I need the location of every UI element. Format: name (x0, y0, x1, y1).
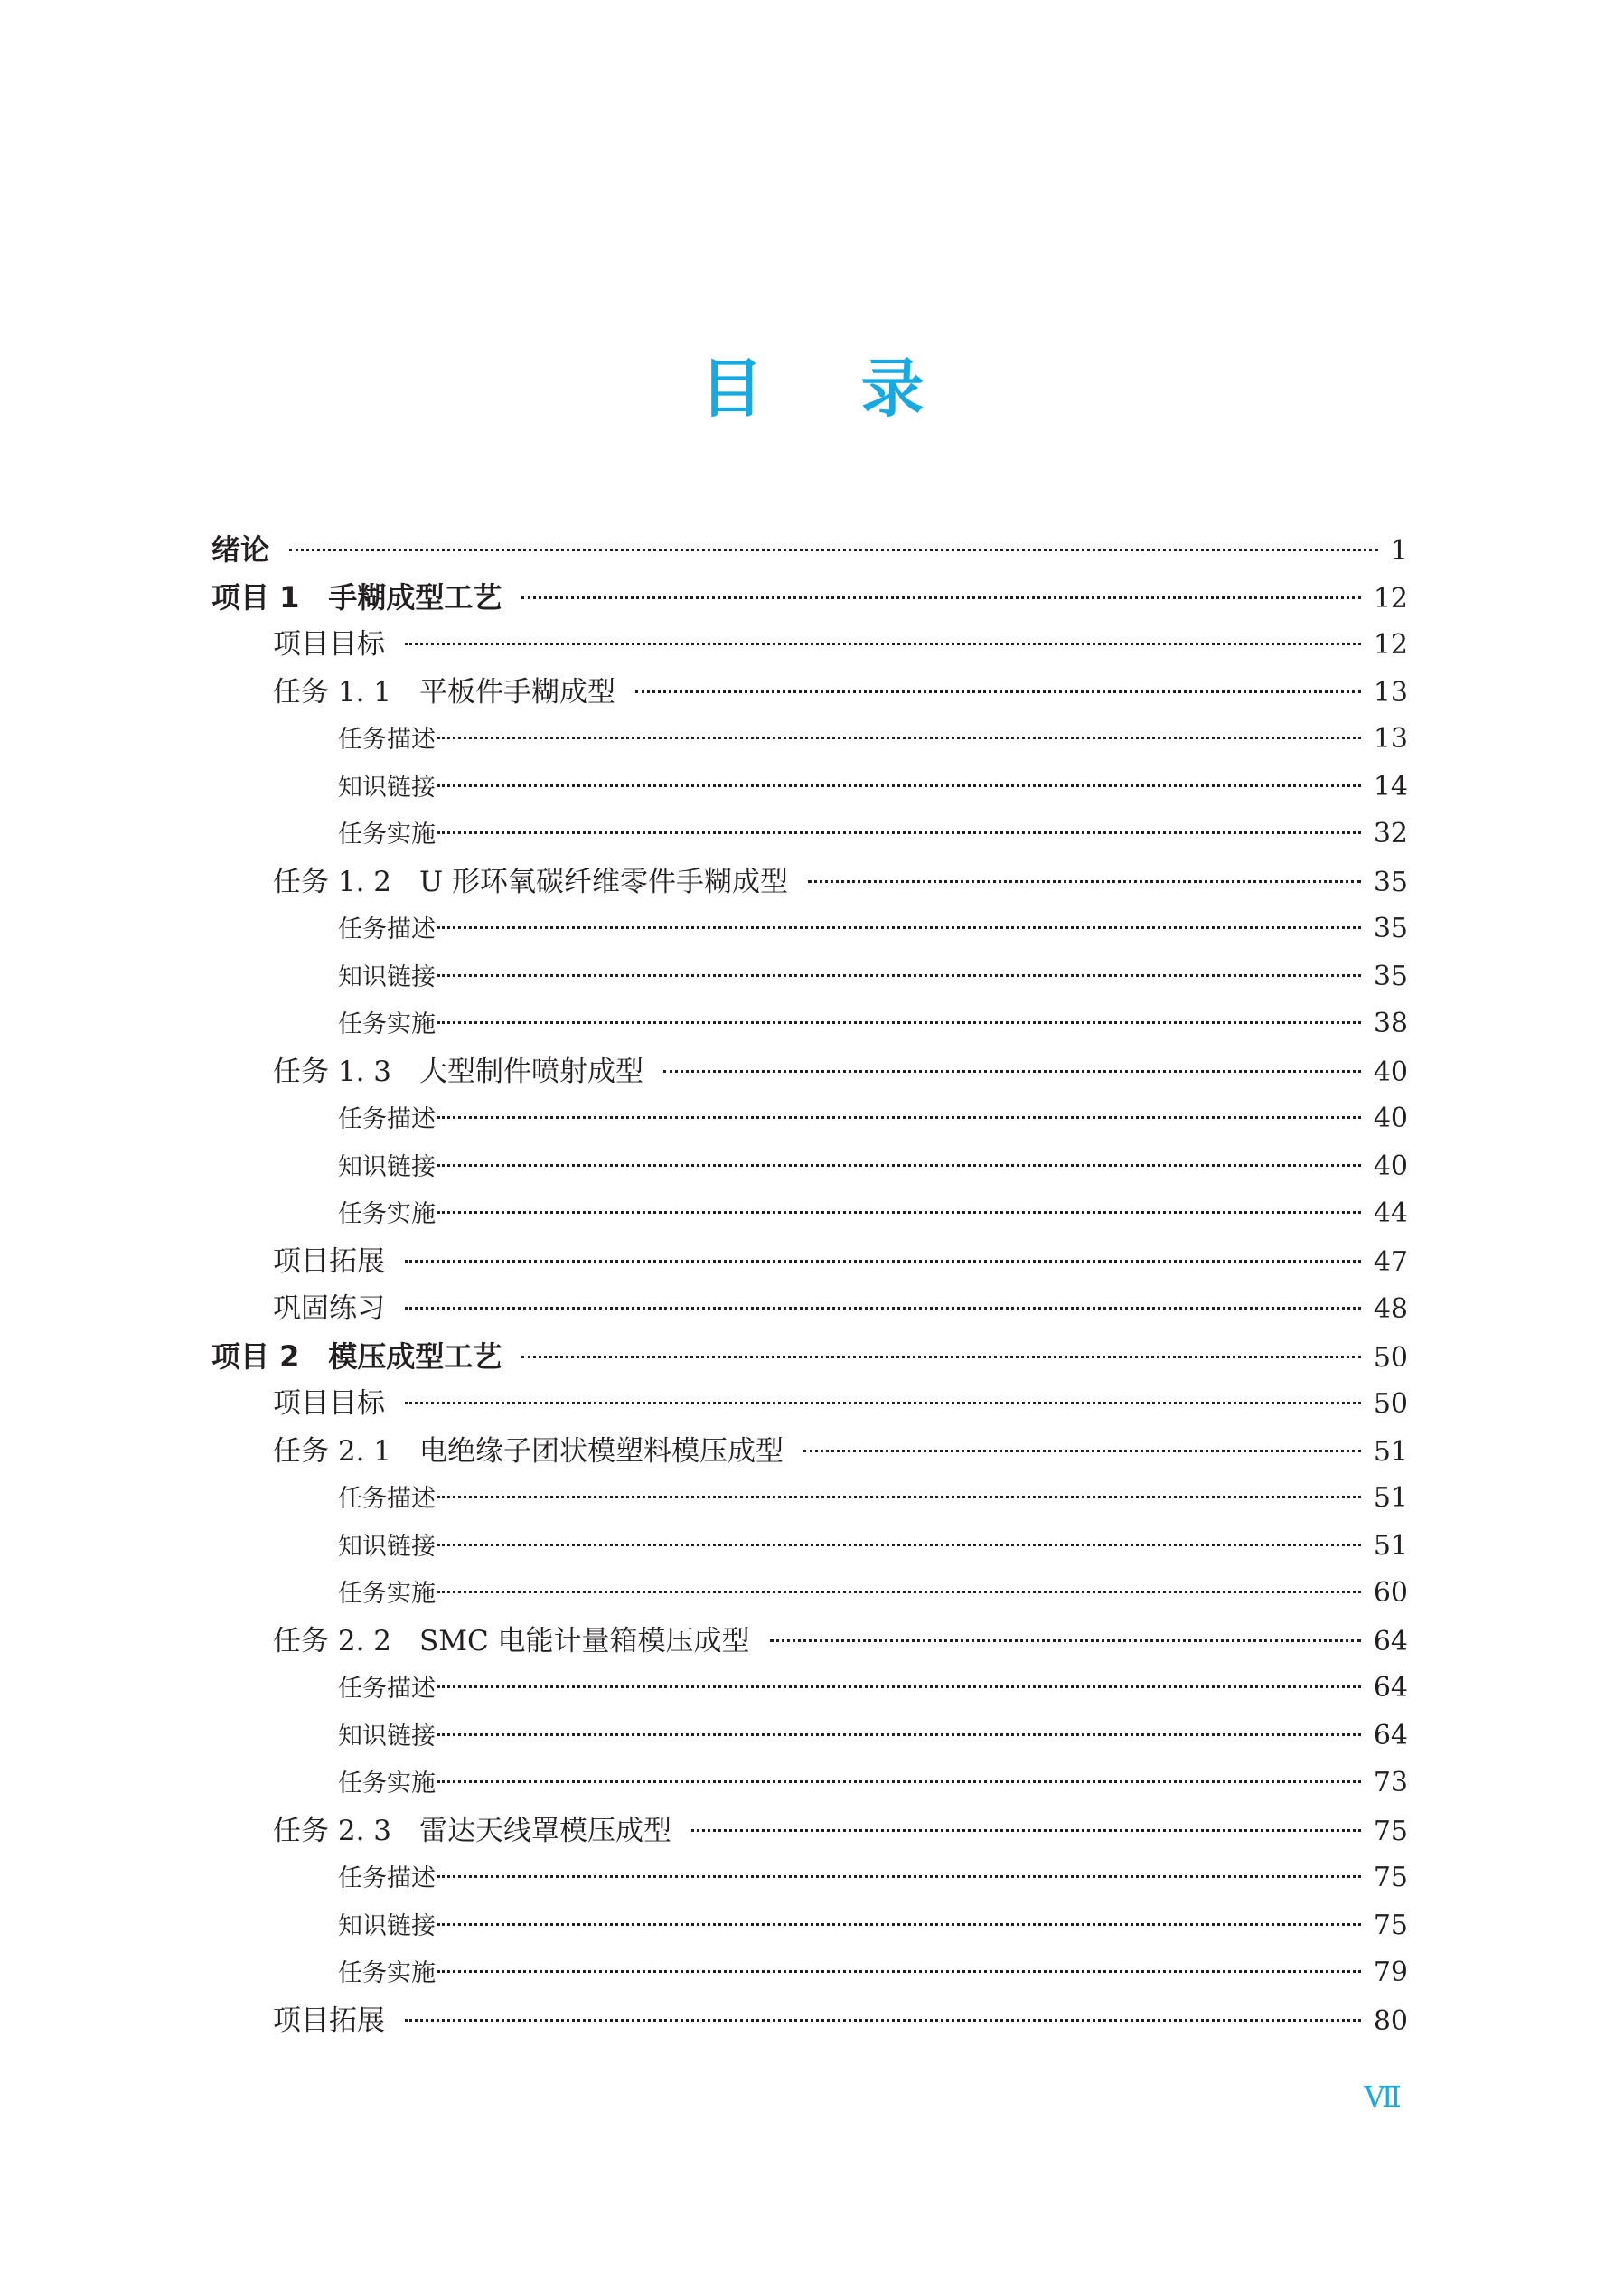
toc-entry[interactable] (211, 1238, 1408, 1286)
toc-entry-page-number: 73 (1373, 1767, 1408, 1798)
toc-entry-page-number: 79 (1373, 1957, 1408, 1988)
toc-leader-dots (405, 1307, 1361, 1310)
toc-entry[interactable] (211, 1095, 1408, 1143)
toc-entry[interactable] (211, 574, 1408, 622)
toc-entry[interactable] (211, 1048, 1408, 1096)
toc-entry-label: 任务描述 (338, 1675, 436, 1703)
toc-entry[interactable] (211, 1570, 1408, 1618)
toc-entry[interactable] (211, 953, 1408, 1001)
toc-leader-dots (635, 690, 1361, 693)
toc-entry[interactable] (211, 1333, 1408, 1381)
toc-leader-dots (437, 784, 1361, 787)
toc-entry-page-number: 12 (1373, 629, 1408, 661)
toc-entry-label: 任务 2. 1 电绝缘子团状模塑料模压成型 (273, 1434, 784, 1468)
toc-entry-label: 任务描述 (338, 726, 436, 754)
toc-entry-label: 任务描述 (338, 915, 436, 944)
toc-entry[interactable] (211, 621, 1408, 669)
toc-leader-dots (437, 1544, 1361, 1546)
toc-entry-page-number: 64 (1373, 1672, 1408, 1704)
toc-entry-label: 任务 1. 3 大型制件喷射成型 (273, 1055, 644, 1088)
toc-leader-dots (521, 596, 1360, 599)
toc-entry-page-number: 13 (1373, 723, 1408, 755)
toc-entry-page-number: 75 (1373, 1815, 1408, 1847)
toc-entry-label: 知识链接 (338, 1911, 436, 1940)
toc-entry-page-number: 80 (1373, 2004, 1408, 2037)
toc-leader-dots (289, 549, 1378, 551)
toc-entry-label: 任务 1. 2 U 形环氧碳纤维零件手糊成型 (273, 865, 788, 898)
toc-entry-label: 项目 1 手糊成型工艺 (211, 579, 502, 615)
toc-entry-page-number: 51 (1373, 1482, 1408, 1514)
toc-entry-label: 项目拓展 (273, 1244, 385, 1278)
toc-entry[interactable] (211, 1854, 1408, 1902)
toc-leader-dots (437, 1733, 1361, 1736)
toc-entry-page-number: 51 (1373, 1435, 1408, 1468)
toc-entry-page-number: 47 (1373, 1245, 1408, 1278)
toc-entry-page-number: 32 (1373, 818, 1408, 850)
toc-leader-dots (437, 1164, 1361, 1167)
toc-entry-label: 任务描述 (338, 1485, 436, 1513)
table-of-contents (211, 526, 1408, 2044)
toc-leader-dots (437, 926, 1361, 929)
toc-entry[interactable] (211, 811, 1408, 859)
toc-entry-page-number: 60 (1373, 1577, 1408, 1609)
toc-entry-page-number: 1 (1390, 535, 1408, 567)
toc-entry-page-number: 13 (1373, 676, 1408, 709)
toc-entry[interactable] (211, 1665, 1408, 1713)
toc-entry-page-number: 12 (1373, 582, 1408, 615)
toc-entry-page-number: 40 (1373, 1056, 1408, 1088)
toc-leader-dots (405, 2019, 1361, 2022)
toc-entry-label: 知识链接 (338, 962, 436, 991)
toc-entry-label: 绪论 (211, 532, 270, 567)
toc-entry-label: 任务 2. 3 雷达天线罩模压成型 (273, 1814, 672, 1847)
toc-entry[interactable] (211, 1760, 1408, 1807)
toc-entry[interactable] (211, 1807, 1408, 1855)
toc-entry-label: 知识链接 (338, 773, 436, 802)
toc-entry-label: 知识链接 (338, 1152, 436, 1181)
toc-leader-dots (663, 1070, 1361, 1073)
toc-leader-dots (405, 1260, 1361, 1263)
toc-leader-dots (437, 1780, 1361, 1783)
toc-entry[interactable] (211, 1475, 1408, 1523)
toc-entry-label: 任务实施 (338, 1010, 436, 1038)
toc-entry[interactable] (211, 1997, 1408, 2045)
toc-entry-label: 任务实施 (338, 1200, 436, 1228)
toc-leader-dots (405, 643, 1361, 645)
toc-entry[interactable] (211, 1523, 1408, 1571)
toc-entry-page-number: 75 (1373, 1862, 1408, 1893)
toc-entry-page-number: 40 (1373, 1150, 1408, 1182)
toc-entry-page-number: 38 (1373, 1008, 1408, 1039)
toc-leader-dots (437, 1923, 1361, 1926)
toc-entry-page-number: 35 (1373, 866, 1408, 898)
toc-leader-dots (437, 1685, 1361, 1688)
toc-entry-label: 项目 2 模压成型工艺 (211, 1338, 502, 1374)
toc-entry[interactable] (211, 764, 1408, 812)
toc-entry[interactable] (211, 716, 1408, 764)
toc-leader-dots (521, 1356, 1360, 1358)
toc-entry[interactable] (211, 1190, 1408, 1238)
toc-leader-dots (437, 1211, 1361, 1214)
toc-leader-dots (691, 1829, 1361, 1832)
toc-entry-label: 任务实施 (338, 821, 436, 849)
toc-entry[interactable] (211, 1380, 1408, 1428)
page-title-char-1: 目 (699, 352, 764, 426)
toc-entry[interactable] (211, 859, 1408, 906)
toc-entry-page-number: 44 (1373, 1197, 1408, 1229)
toc-entry-label: 任务实施 (338, 1770, 436, 1798)
toc-entry[interactable] (211, 1713, 1408, 1760)
toc-entry[interactable] (211, 906, 1408, 953)
toc-leader-dots (437, 1970, 1361, 1973)
toc-entry-page-number: 40 (1373, 1103, 1408, 1134)
toc-entry[interactable] (211, 1902, 1408, 1950)
toc-entry-page-number: 64 (1373, 1625, 1408, 1657)
toc-entry-page-number: 50 (1373, 1341, 1408, 1374)
toc-entry-label: 项目目标 (273, 1387, 385, 1420)
toc-leader-dots (437, 1116, 1361, 1119)
toc-leader-dots (770, 1639, 1361, 1642)
toc-leader-dots (437, 1591, 1361, 1593)
toc-leader-dots (437, 737, 1361, 739)
toc-entry-page-number: 64 (1373, 1719, 1408, 1751)
toc-entry-label: 知识链接 (338, 1722, 436, 1751)
toc-entry-page-number: 75 (1373, 1909, 1408, 1941)
toc-entry-label: 任务实施 (338, 1959, 436, 1987)
toc-entry-label: 知识链接 (338, 1532, 436, 1561)
toc-leader-dots (437, 974, 1361, 977)
toc-entry[interactable] (211, 1143, 1408, 1191)
toc-entry[interactable] (211, 669, 1408, 717)
toc-entry[interactable] (211, 526, 1408, 574)
toc-leader-dots (803, 1450, 1361, 1452)
toc-entry[interactable] (211, 1428, 1408, 1476)
toc-entry[interactable] (211, 1000, 1408, 1048)
toc-entry-label: 项目拓展 (273, 2004, 385, 2037)
toc-entry-label: 任务描述 (338, 1864, 436, 1892)
toc-entry[interactable] (211, 1949, 1408, 1997)
page-title (0, 348, 1624, 429)
toc-entry[interactable] (211, 1285, 1408, 1333)
toc-entry-label: 任务描述 (338, 1105, 436, 1133)
toc-leader-dots (437, 1496, 1361, 1498)
toc-leader-dots (437, 831, 1361, 834)
toc-entry-label: 任务 2. 2 SMC 电能计量箱模压成型 (273, 1624, 750, 1657)
toc-entry-page-number: 35 (1373, 960, 1408, 992)
toc-entry[interactable] (211, 1618, 1408, 1666)
toc-entry-label: 巩固练习 (273, 1292, 385, 1325)
toc-leader-dots (808, 880, 1361, 883)
toc-entry-label: 任务实施 (338, 1580, 436, 1608)
page-number-folio: Ⅶ (1364, 2080, 1402, 2113)
toc-leader-dots (437, 1875, 1361, 1878)
toc-entry-label: 任务 1. 1 平板件手糊成型 (273, 675, 616, 709)
page-title-char-2: 录 (860, 352, 925, 426)
toc-entry-page-number: 48 (1373, 1293, 1408, 1325)
toc-entry-page-number: 50 (1373, 1388, 1408, 1420)
toc-leader-dots (437, 1021, 1361, 1024)
toc-entry-page-number: 14 (1373, 770, 1408, 803)
toc-entry-page-number: 51 (1373, 1529, 1408, 1562)
toc-leader-dots (405, 1402, 1361, 1404)
toc-entry-page-number: 35 (1373, 913, 1408, 944)
toc-entry-label: 项目目标 (273, 628, 385, 661)
